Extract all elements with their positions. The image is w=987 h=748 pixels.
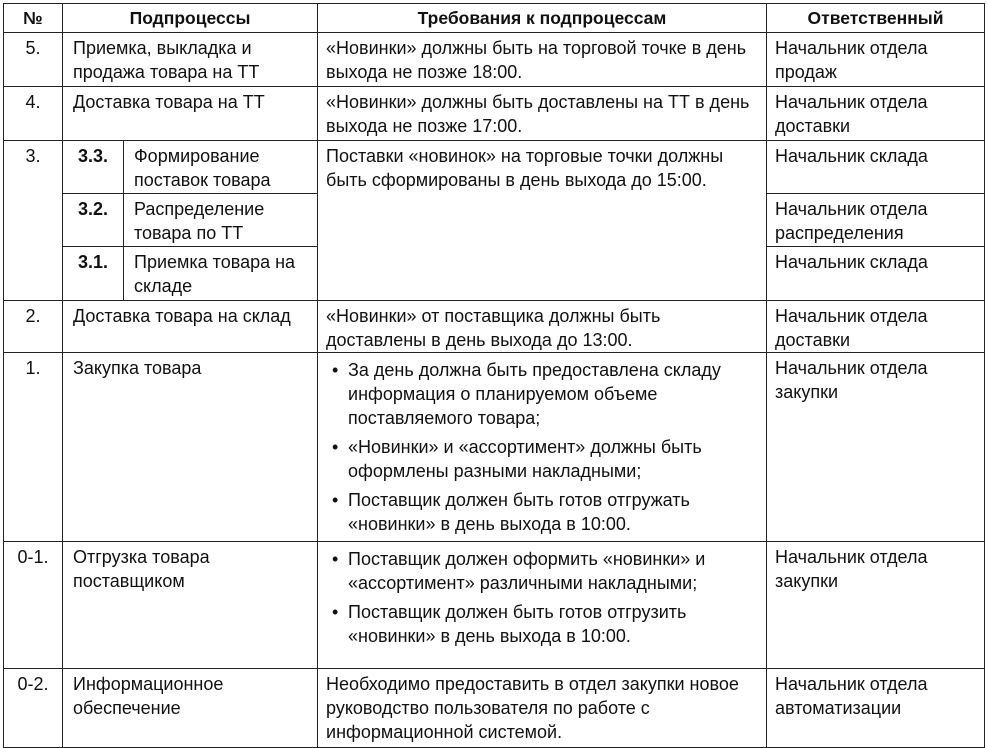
row-number: 0-2.	[4, 669, 63, 748]
sub-row-number: 3.2.	[63, 194, 124, 247]
table-row	[4, 542, 985, 669]
subprocess-name: Доставка товара на склад	[63, 301, 318, 353]
table-row	[4, 33, 985, 87]
requirement-bullet: • «Новинки» и «ассортимент» должны быть оформлены разными накладными;	[326, 435, 758, 483]
header-subprocesses: Подпроцессы	[63, 4, 318, 33]
sub-row-number: 3.3.	[63, 141, 124, 194]
table-row	[4, 353, 985, 542]
table-row	[4, 87, 985, 141]
row-number: 3.	[4, 141, 63, 301]
sub-row-number: 3.1.	[63, 247, 124, 301]
row-number: 4.	[4, 87, 63, 141]
requirement-bullet: • Поставщик должен оформить «новинки» и «ассортимент» различными накладными;	[326, 547, 758, 595]
subprocess-name: Отгрузка товара поставщиком	[63, 542, 318, 669]
responsible-cell: Начальник склада	[767, 247, 985, 301]
row-number: 0-1.	[4, 542, 63, 669]
header-num: №	[4, 4, 63, 33]
header-requirements: Требования к подпроцессам	[318, 4, 767, 33]
sub-process-name: Формирование поставок товара	[124, 141, 318, 194]
responsible-cell: Начальник отдела автоматизации	[767, 669, 985, 748]
responsible-cell: Начальник отдела продаж	[767, 33, 985, 87]
requirement-bullet: • За день должна быть предоставлена складу информация о планируемом объеме поставляемого товара;	[326, 358, 758, 430]
requirement-text: «Новинки» должны быть на торговой точке в день выхода не позже 18:00.	[318, 33, 767, 87]
responsible-cell: Начальник отдела доставки	[767, 301, 985, 353]
requirement-text: Поставки «новинок» на торговые точки должны быть сформированы в день выхода до 15:00.	[318, 141, 767, 301]
subprocess-name: Приемка, выкладка и продажа товара на ТТ	[63, 33, 318, 87]
responsible-cell: Начальник склада	[767, 141, 985, 194]
requirement-bullet: • Поставщик должен быть готов отгружать «новинки» в день выхода в 10:00.	[326, 488, 758, 536]
sub-process-name: Распределение товара по ТТ	[124, 194, 318, 247]
requirement-text: «Новинки» должны быть доставлены на ТТ в день выхода не позже 17:00.	[318, 87, 767, 141]
responsible-cell: Начальник отдела закупки	[767, 353, 985, 542]
subprocess-name: Информационное обеспечение	[63, 669, 318, 748]
process-requirements-table	[3, 3, 985, 748]
sub-process-name: Приемка товара на складе	[124, 247, 318, 301]
table-row	[4, 669, 985, 748]
subprocess-name: Доставка товара на ТТ	[63, 87, 318, 141]
responsible-cell: Начальник отдела доставки	[767, 87, 985, 141]
requirement-bullet: • Поставщик должен быть готов отгрузить «новинки» в день выхода в 10:00.	[326, 600, 758, 648]
responsible-cell: Начальник отдела закупки	[767, 542, 985, 669]
table-row	[4, 301, 985, 353]
requirement-list	[318, 542, 767, 669]
header-responsible: Ответственный	[767, 4, 985, 33]
requirement-list	[318, 353, 767, 542]
row-number: 2.	[4, 301, 63, 353]
table-row	[4, 141, 985, 194]
responsible-cell: Начальник отдела распределения	[767, 194, 985, 247]
row-number: 5.	[4, 33, 63, 87]
subprocess-name: Закупка товара	[63, 353, 318, 542]
row-number: 1.	[4, 353, 63, 542]
header-row	[4, 4, 985, 33]
requirement-text: Необходимо предоставить в отдел закупки новое руководство пользователя по работе с информационной системой.	[318, 669, 767, 748]
requirement-text: «Новинки» от поставщика должны быть доставлены в день выхода до 13:00.	[318, 301, 767, 353]
